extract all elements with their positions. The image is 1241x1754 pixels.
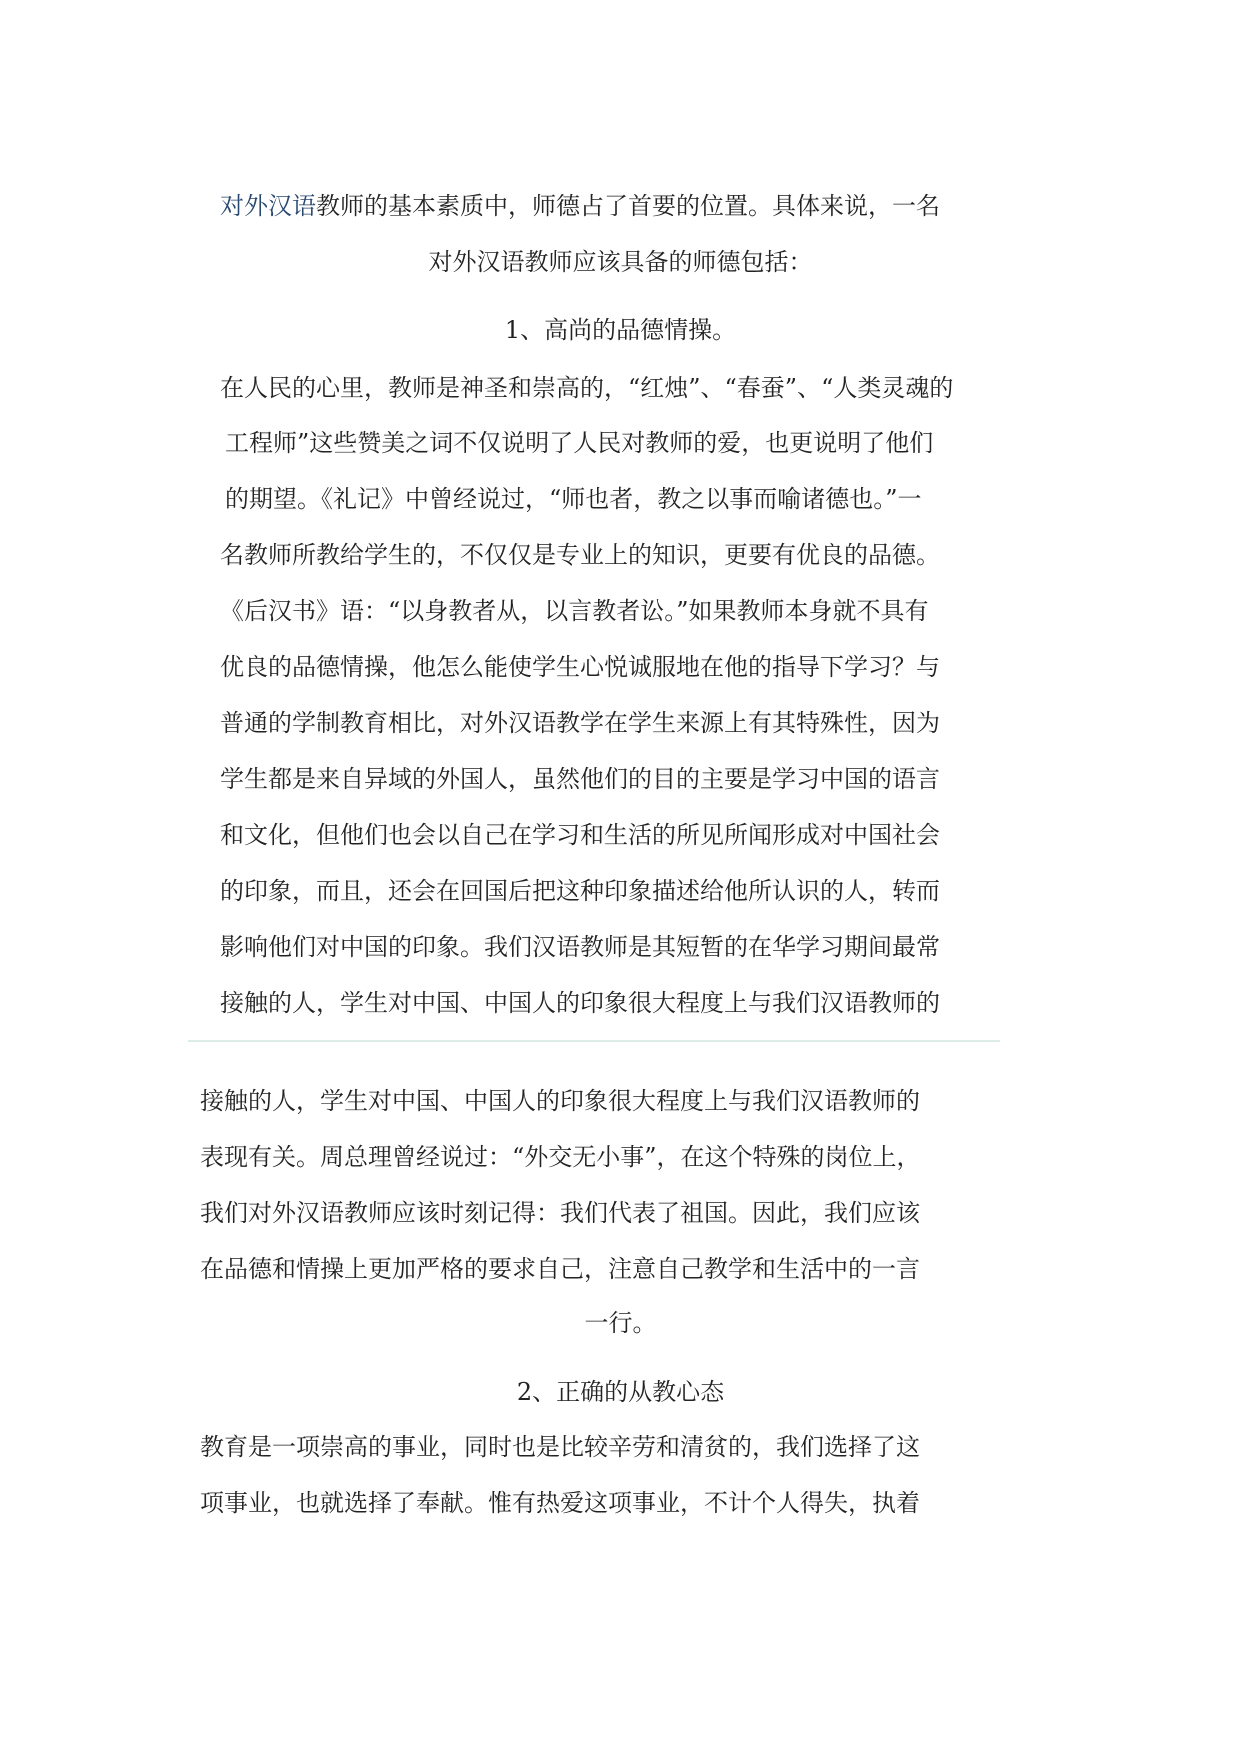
section-heading-2: 2、正确的从教心态 [516,1378,725,1406]
paragraph-line: 在人民的心里，教师是神圣和崇高的，“红烛”、“春蚕”、“人类灵魂的 [220,374,954,402]
section-heading-1: 1、高尚的品德情操。 [504,316,737,344]
paragraph-line: 《后汉书》语：“以身教者从，以言教者讼。”如果教师本身就不具有 [220,597,929,625]
paragraph-line: 工程师”这些赞美之词不仅说明了人民对教师的爱，也更说明了他们 [225,429,934,457]
intro-line-2: 对外汉语教师应该具备的师德包括： [428,248,813,276]
paragraph-line: 接触的人，学生对中国、中国人的印象很大程度上与我们汉语教师的 [220,989,940,1017]
section-divider [188,1040,1000,1042]
paragraph-line: 我们对外汉语教师应该时刻记得：我们代表了祖国。因此，我们应该 [200,1199,920,1227]
paragraph-last-line: 一行。 [584,1309,657,1337]
paragraph-line: 和文化，但他们也会以自己在学习和生活的所见所闻形成对中国社会 [220,821,940,849]
intro-line-1-text: 教师的基本素质中，师德占了首要的位置。具体来说，一名 [316,192,940,220]
paragraph-line: 影响他们对中国的印象。我们汉语教师是其短暂的在华学习期间最常 [220,933,940,961]
paragraph-line: 表现有关。周总理曾经说过：“外交无小事”，在这个特殊的岗位上， [200,1143,921,1171]
intro-link[interactable]: 对外汉语 [220,192,316,220]
paragraph-line: 学生都是来自异域的外国人，虽然他们的目的主要是学习中国的语言 [220,765,940,793]
paragraph-line: 教育是一项崇高的事业，同时也是比较辛劳和清贫的，我们选择了这 [200,1433,920,1461]
paragraph-line: 项事业，也就选择了奉献。惟有热爱这项事业，不计个人得失，执着 [200,1489,920,1517]
paragraph-line: 的期望。《礼记》中曾经说过，“师也者，教之以事而喻诸德也。”一 [225,485,922,513]
paragraph-line: 在品德和情操上更加严格的要求自己，注意自己教学和生活中的一言 [200,1255,920,1283]
paragraph-line: 名教师所教给学生的，不仅仅是专业上的知识，更要有优良的品德。 [220,541,940,569]
paragraph-line: 优良的品德情操，他怎么能使学生心悦诚服地在他的指导下学习？与 [220,653,940,681]
paragraph-line: 的印象，而且，还会在回国后把这种印象描述给他所认识的人，转而 [220,877,940,905]
paragraph-line: 普通的学制教育相比，对外汉语教学在学生来源上有其特殊性，因为 [220,709,940,737]
intro-line-1 [220,190,940,222]
paragraph-line: 接触的人，学生对中国、中国人的印象很大程度上与我们汉语教师的 [200,1087,920,1115]
